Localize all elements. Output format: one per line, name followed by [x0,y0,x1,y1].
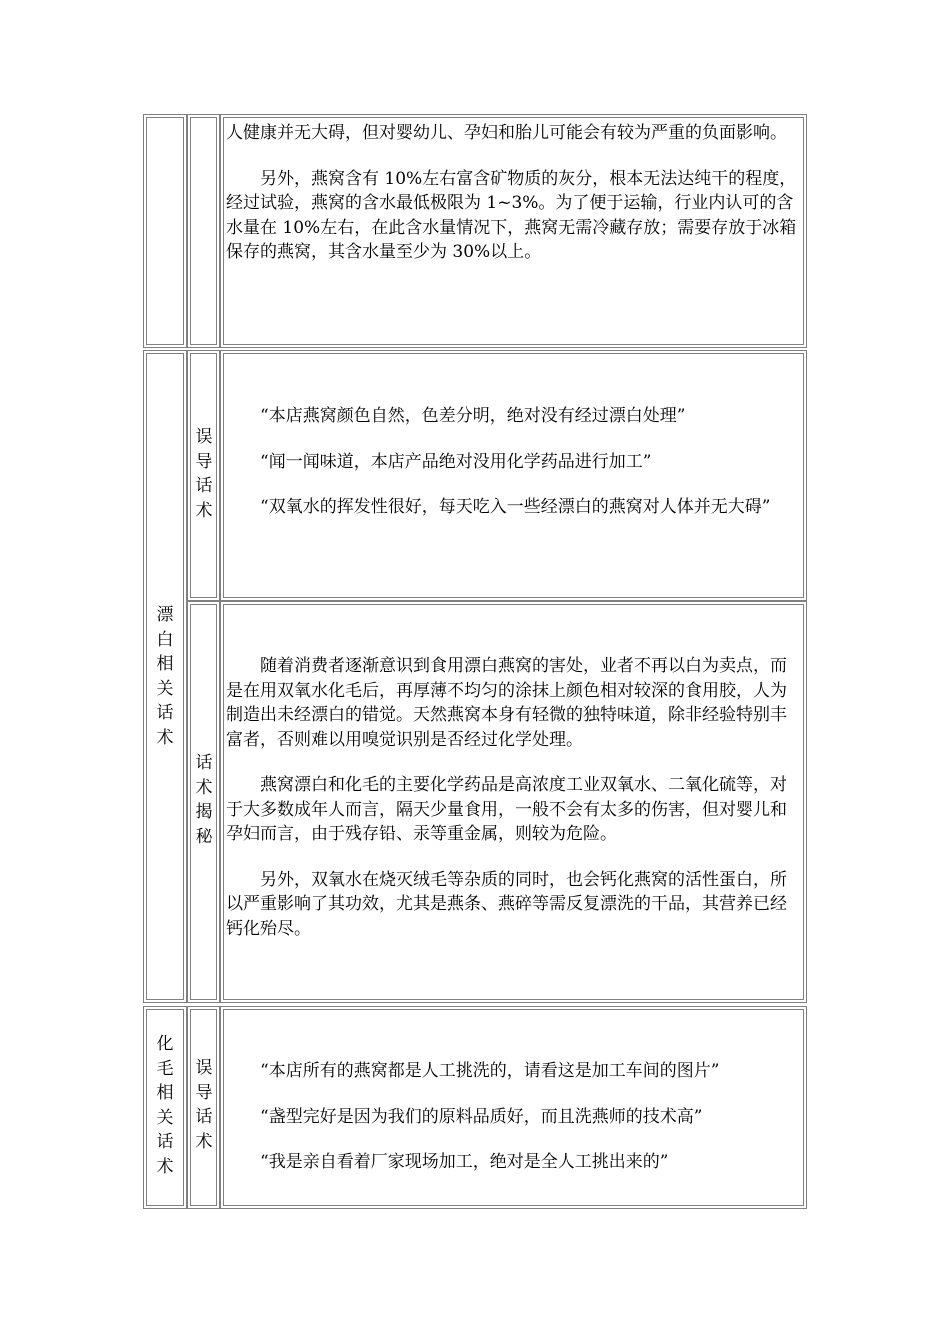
explanation-paragraph: 另外，双氧水在烧灭绒毛等杂质的同时，也会钙化燕窝的活性蛋白，所以严重影响了其功效，尤其是燕条、燕碎等需反复漂洗的干品，其营养已经钙化殆尽。 [226,869,787,939]
section2-label: 漂白相关话术 [156,605,174,748]
misleading-quote: “本店燕窝颜色自然，色差分明，绝对没有经过漂白处理” [260,406,686,426]
misleading-quote: “双氧水的挥发性很好，每天吃入一些经漂白的燕窝对人体并无大碍” [260,497,771,517]
section1-label-cell [143,114,187,348]
misleading-quote: “我是亲自看着厂家现场加工，绝对是全人工挑出来的” [260,1152,669,1172]
section2-sub1-content [226,404,801,541]
section3-sub1-label: 误导话术 [195,1058,213,1152]
section2-sub1-label: 误导话术 [195,427,213,521]
section1-paragraph-2: 另外，燕窝含有 10%左右富含矿物质的灰分，根本无法达纯干的程度，经过试验，燕窝的含水最低极限为 1~3%。为了便于运输，行业内认可的含水量在 10%左右，在此含水量情况下，燕窝无需冷藏存放；需要存放于冰箱保存的燕窝，其含水量至少为 30%以上。 [226,168,797,262]
section3-label: 化毛相关话术 [156,1034,174,1177]
misleading-quote: “本店所有的燕窝都是人工挑洗的，请看这是加工车间的图片” [260,1061,720,1081]
explanation-paragraph: 随着消费者逐渐意识到食用漂白燕窝的害处，业者不再以白为卖点，而是在用双氧水化毛后，再厚薄不均匀的涂抹上颜色相对较深的食用胶，人为制造出未经漂白的错觉。天然燕窝本身有轻微的独特味道，除非经验特别丰富者，否则难以用嗅觉识别是否经过化学处理。 [226,656,787,750]
section1-content [226,121,801,286]
section2-sub2-label: 话术揭秘 [195,753,213,847]
section2-sub2-content [226,654,801,962]
misleading-quote: “闻一闻味道，本店产品绝对没用化学药品进行加工” [260,451,652,472]
misleading-quote: “盏型完好是因为我们的原料品质好，而且洗燕师的技术高” [260,1106,703,1127]
explanation-paragraph: 燕窝漂白和化毛的主要化学药品是高浓度工业双氧水、二氧化硫等，对于大多数成年人而言，隔天少量食用，一般不会有太多的伤害，但对婴儿和孕妇而言，由于残存铅、汞等重金属，则较为危险。 [226,775,787,844]
section3-sub1-content [226,1059,801,1196]
section1-sublabel-cell [187,114,220,348]
section1-paragraph-1: 人健康并无大碍，但对婴幼儿、孕妇和胎儿可能会有较为严重的负面影响。 [226,123,787,143]
